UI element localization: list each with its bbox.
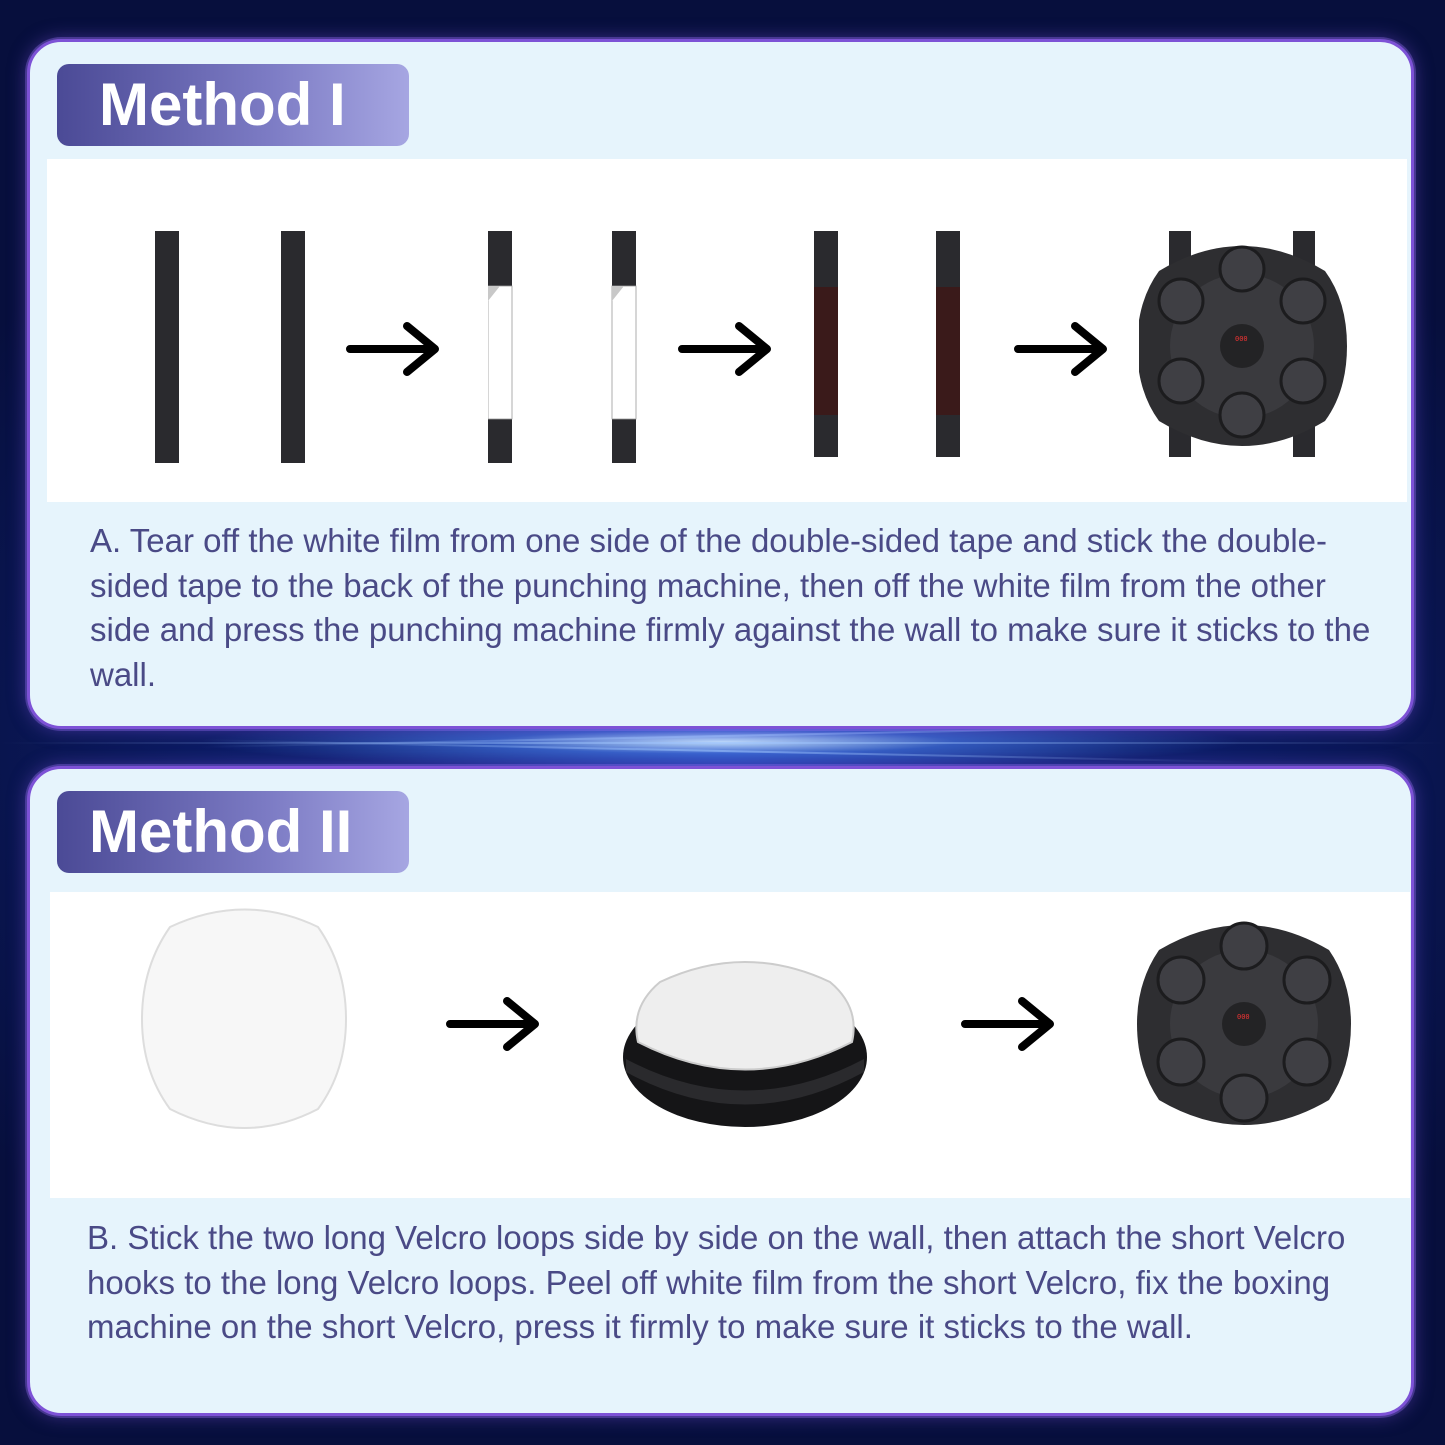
right-arrow-icon xyxy=(345,319,445,379)
method-1-illustration xyxy=(47,159,1407,502)
strips-with-white-tape xyxy=(488,231,648,465)
method-1-title: Method I xyxy=(57,64,409,146)
method-2-instruction: B. Stick the two long Velcro loops side by side on the wall, then attach the short Velcro hooks to the long Velcro loops. Peel off white film from the short Velcro, fix the boxing machine on the short Velcro, press it firmly to make sure it sticks to the wall. xyxy=(87,1219,1346,1345)
right-arrow-icon xyxy=(960,994,1060,1054)
method-1-panel xyxy=(27,39,1414,729)
method-2-illustration xyxy=(50,892,1410,1198)
right-arrow-icon xyxy=(1013,319,1113,379)
method-1-instruction: A. Tear off the white film from one side of the double-sided tape and stick the double-sided tape to the back of the punching machine, then off the white film from the other side and press the punching machine firmly against the wall to make sure it sticks to the wall. xyxy=(90,522,1371,693)
boxing-machine xyxy=(1137,912,1351,1136)
white-film-disc xyxy=(140,907,350,1131)
device-display: 000 xyxy=(1235,335,1248,343)
boxing-machine-on-strips xyxy=(1139,231,1349,459)
right-arrow-icon xyxy=(677,319,777,379)
background-light-streak xyxy=(0,742,1445,744)
device-display: 000 xyxy=(1237,1013,1250,1021)
method-2-panel xyxy=(27,766,1414,1416)
strips-with-hook-patch xyxy=(814,231,974,465)
velcro-strip-pair xyxy=(155,231,315,465)
right-arrow-icon xyxy=(445,994,545,1054)
velcro-pad xyxy=(620,947,870,1137)
method-2-title: Method II xyxy=(57,791,409,873)
